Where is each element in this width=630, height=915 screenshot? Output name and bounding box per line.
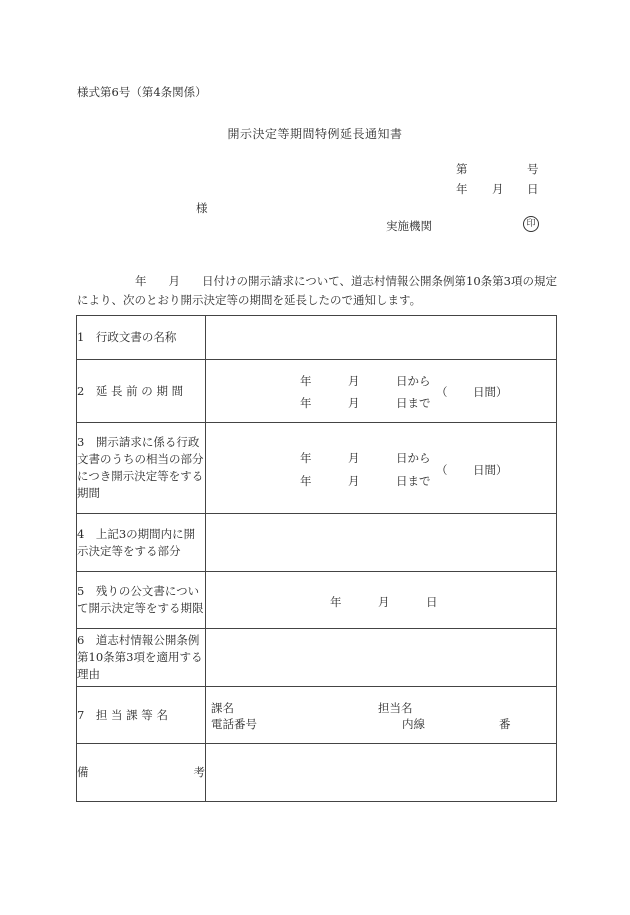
person-in-charge-label: 担当名 <box>378 701 413 715</box>
from-year: 年 <box>300 451 312 465</box>
contact-label: 7 担 当 課 等 名 <box>77 687 206 744</box>
deadline-day: 日 <box>426 595 438 609</box>
partial-period-label: 3 開示請求に係る行政文書のうちの相当の部分につき開示決定等をする期間 <box>77 423 206 514</box>
to-day: 日まで <box>396 474 431 488</box>
extension-number-suffix: 番 <box>499 717 511 731</box>
document-title: 開示決定等期間特例延長通知書 <box>227 127 403 141</box>
remarks-label-left: 備 <box>77 765 89 779</box>
table-row <box>77 360 557 423</box>
to-year: 年 <box>300 396 312 410</box>
body-paragraph <box>77 272 557 310</box>
from-year: 年 <box>300 374 312 388</box>
from-day: 日から <box>396 374 431 388</box>
document-number-suffix: 号 <box>527 162 539 176</box>
date-day-label: 日 <box>527 182 539 196</box>
deadline-month: 月 <box>378 595 390 609</box>
date-month-label: 月 <box>492 182 504 196</box>
document-name-value <box>206 316 557 360</box>
to-day: 日まで <box>396 396 431 410</box>
original-period-label: 2 延 長 前 の 期 間 <box>77 360 206 423</box>
form-number: 様式第6号（第4条関係） <box>77 85 207 99</box>
document-name-label: 1 行政文書の名称 <box>77 316 206 360</box>
reason-label: 6 道志村情報公開条例第10条第3項を適用する理由 <box>77 629 206 687</box>
days-paren: （ <box>436 463 448 477</box>
section-name-label: 課名 <box>211 701 234 715</box>
details-table <box>76 315 557 802</box>
remarks-label-right: 考 <box>193 765 205 779</box>
table-row <box>77 744 557 802</box>
to-month: 月 <box>348 396 360 410</box>
from-day: 日から <box>396 451 431 465</box>
original-period-value <box>206 360 557 423</box>
table-row <box>77 687 557 744</box>
contact-value <box>206 687 557 744</box>
agency-label: 実施機関 <box>386 219 432 233</box>
reason-value <box>206 629 557 687</box>
days-count: 日間） <box>473 385 508 399</box>
body-text: 日付けの開示請求について、道志村情報公開条例第10条第3項の規定により、次のとおり開示決定等の期間を延長したので通知します。 <box>77 274 557 307</box>
to-month: 月 <box>348 474 360 488</box>
remarks-value <box>206 744 557 802</box>
body-month-label: 月 <box>168 274 180 288</box>
from-month: 月 <box>348 451 360 465</box>
remaining-deadline-value <box>206 572 557 629</box>
partial-scope-label: 4 上記3の期間内に開示決定等をする部分 <box>77 514 206 572</box>
from-month: 月 <box>348 374 360 388</box>
document-number-prefix: 第 <box>456 162 468 176</box>
remarks-label <box>77 744 206 802</box>
deadline-year: 年 <box>330 595 342 609</box>
table-row <box>77 423 557 514</box>
partial-scope-value <box>206 514 557 572</box>
table-row <box>77 629 557 687</box>
recipient-honorific: 様 <box>196 201 208 215</box>
remaining-deadline-label: 5 残りの公文書について開示決定等をする期限 <box>77 572 206 629</box>
partial-period-value <box>206 423 557 514</box>
to-year: 年 <box>300 474 312 488</box>
days-count: 日間） <box>473 463 508 477</box>
body-year-label: 年 <box>135 274 147 288</box>
table-row <box>77 572 557 629</box>
extension-label: 内線 <box>402 717 425 731</box>
phone-number-label: 電話番号 <box>211 717 257 731</box>
table-row <box>77 316 557 360</box>
days-paren: （ <box>436 385 448 399</box>
date-year-label: 年 <box>456 182 468 196</box>
seal-mark: 印 <box>523 216 539 232</box>
table-row <box>77 514 557 572</box>
